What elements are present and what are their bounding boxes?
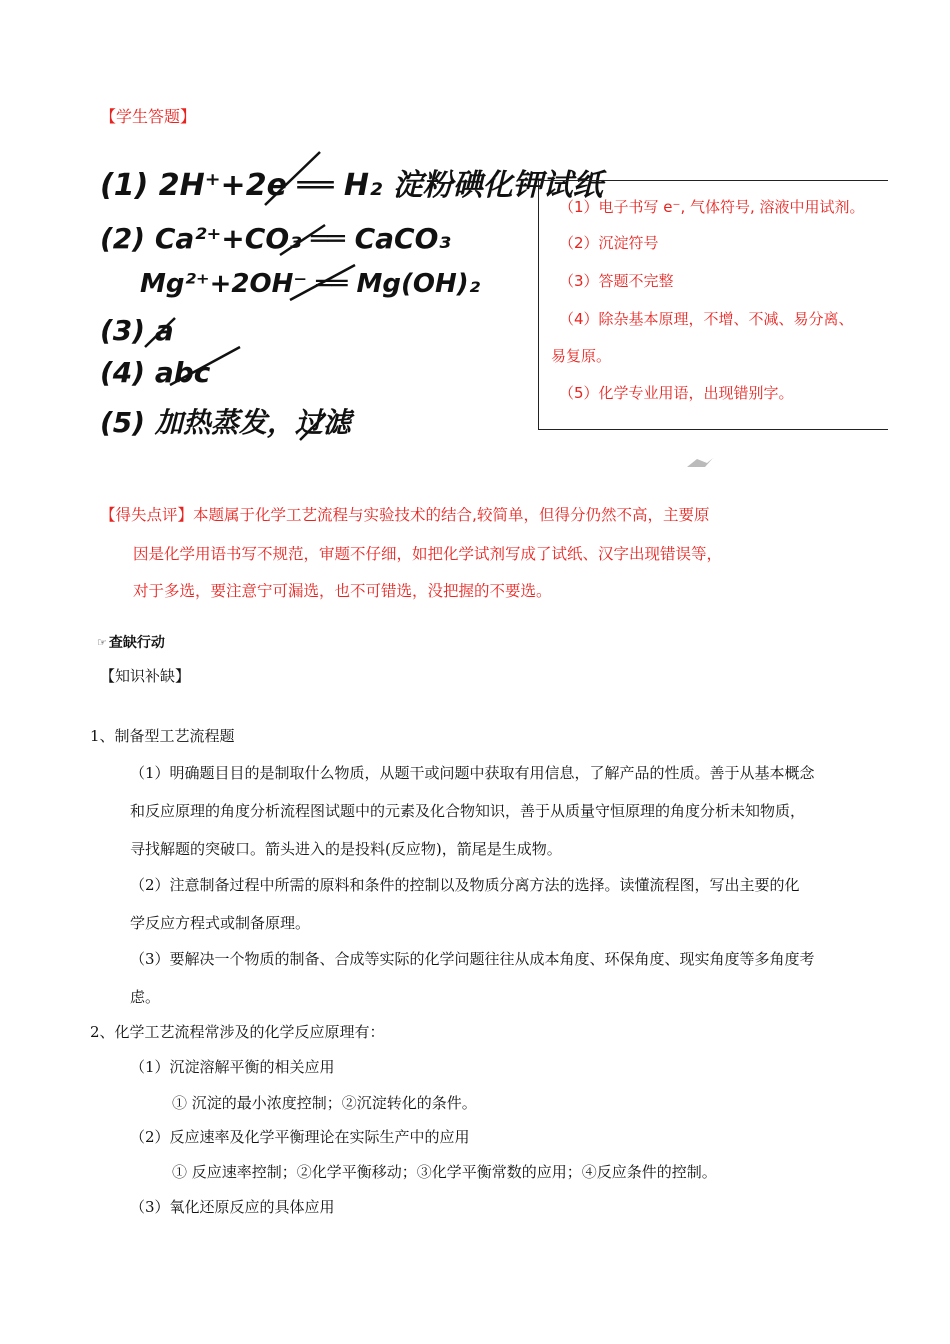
scan-smudge [685, 455, 715, 471]
s1-p2-line1: （2）注意制备过程中所需的原料和条件的控制以及物质分离方法的选择。读懂流程图，写出主要的化 [130, 876, 800, 894]
evaluation-line-1: 【得失点评】本题属于化学工艺流程与实验技术的结合,较简单，但得分仍然不高，主要原 [100, 506, 710, 524]
evaluation-line-3: 对于多选，要注意宁可漏选，也不可错选，没把握的不要选。 [133, 582, 552, 600]
hw-line-4: (3) a [100, 314, 174, 347]
feedback-item-3: （3）答题不完整 [559, 272, 674, 290]
s2-item-3: （3）氧化还原反应的具体应用 [130, 1198, 335, 1216]
feedback-item-1: （1）电子书写 e⁻, 气体符号, 溶液中用试剂。 [559, 198, 865, 216]
hw-line-3: Mg²⁺+2OH⁻ ══ Mg(OH)₂ [140, 269, 480, 299]
student-answer-title: 【学生答题】 [100, 107, 197, 126]
feedback-item-4-cont: 易复原。 [551, 347, 612, 365]
feedback-item-5: （5）化学专业用语，出现错别字。 [559, 384, 794, 402]
evaluation-line-2: 因是化学用语书写不规范，审题不仔细，如把化学试剂写成了试纸、汉字出现错误等， [133, 545, 723, 563]
action-heading [97, 632, 165, 652]
feedback-item-2: （2）沉淀符号 [559, 234, 659, 252]
section-1-title: 1、制备型工艺流程题 [90, 727, 235, 745]
s1-p3-line2: 虑。 [130, 988, 161, 1006]
s2-item-1-sub: ① 沉淀的最小浓度控制；②沉淀转化的条件。 [172, 1094, 477, 1112]
s1-p1-line1: （1）明确题目目的是制取什么物质，从题干或问题中获取有用信息，了解产品的性质。善于从基本概念 [130, 764, 815, 782]
s2-item-1: （1）沉淀溶解平衡的相关应用 [130, 1058, 335, 1076]
hw-line-1: (1) 2H⁺+2e ══ H₂ 淀粉碘化钾试纸 [100, 168, 603, 203]
hw-line-2: (2) Ca²⁺+CO₃ ══ CaCO₃ [100, 222, 451, 255]
s2-item-2: （2）反应速率及化学平衡理论在实际生产中的应用 [130, 1128, 470, 1146]
s2-item-2-sub: ① 反应速率控制；②化学平衡移动；③化学平衡常数的应用；④反应条件的控制。 [172, 1163, 717, 1181]
pointing-hand-icon: ☞ [97, 635, 107, 649]
evaluation-label: 【得失点评】 [100, 506, 194, 524]
s1-p1-line3: 寻找解题的突破口。箭头进入的是投料(反应物)，箭尾是生成物。 [130, 840, 562, 858]
feedback-item-4: （4）除杂基本原理，不增、不减、易分离、 [559, 310, 854, 328]
feedback-box [538, 180, 888, 430]
section-2-title: 2、化学工艺流程常涉及的化学反应原理有： [90, 1023, 385, 1041]
s1-p2-line2: 学反应方程式或制备原理。 [130, 914, 311, 932]
action-title: 查缺行动 [108, 635, 165, 651]
hw-line-5: (4) abc [100, 356, 211, 389]
s1-p3-line1: （3）要解决一个物质的制备、合成等实际的化学问题往往从成本角度、环保角度、现实角度等多角度考 [130, 950, 815, 968]
knowledge-subtitle: 【知识补缺】 [100, 667, 191, 685]
hw-line-6: (5) 加热蒸发，过滤 [100, 406, 351, 439]
s1-p1-line2: 和反应原理的角度分析流程图试题中的元素及化合物知识，善于从质量守恒原理的角度分析未知物质， [130, 802, 806, 820]
